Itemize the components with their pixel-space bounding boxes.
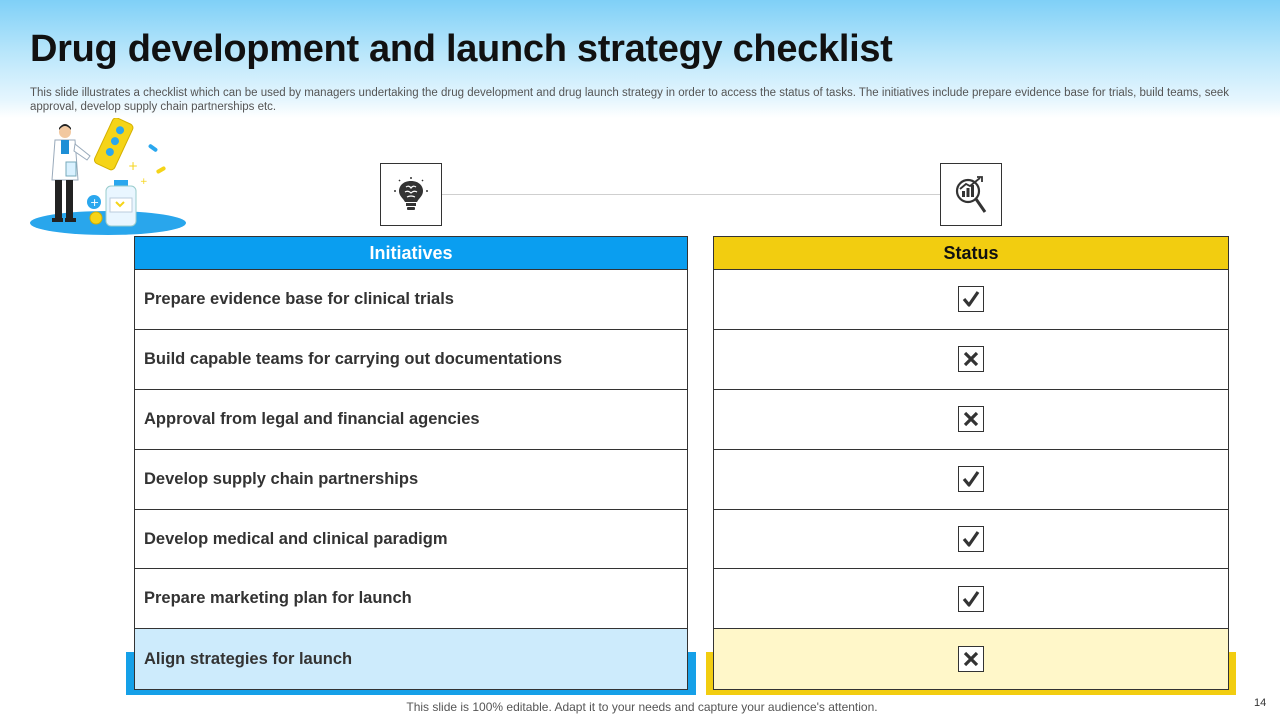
status-row — [714, 450, 1228, 510]
status-table — [713, 236, 1229, 690]
check-icon — [961, 469, 981, 489]
connector-line — [442, 194, 940, 195]
check-icon — [961, 589, 981, 609]
status-mark — [958, 526, 984, 552]
initiative-row: Build capable teams for carrying out documentations — [135, 330, 687, 390]
status-icon-box — [940, 163, 1002, 226]
slide-title: Drug development and launch strategy checklist — [30, 28, 893, 70]
cross-icon — [962, 350, 980, 368]
initiative-row: Develop supply chain partnerships — [135, 450, 687, 510]
status-mark — [958, 406, 984, 432]
status-row — [714, 270, 1228, 330]
check-icon — [961, 529, 981, 549]
status-row — [714, 390, 1228, 450]
initiative-row: Align strategies for launch — [135, 629, 687, 689]
status-mark — [958, 286, 984, 312]
initiatives-header: Initiatives — [135, 237, 687, 270]
status-row — [714, 629, 1228, 689]
initiatives-table — [134, 236, 688, 690]
doctor-illustration — [28, 118, 188, 238]
brain-lightbulb-icon — [394, 177, 428, 213]
initiative-row: Develop medical and clinical paradigm — [135, 510, 687, 570]
status-row — [714, 510, 1228, 570]
initiatives-icon-box — [380, 163, 442, 226]
svg-text:+: + — [140, 177, 148, 187]
status-mark — [958, 646, 984, 672]
status-row — [714, 330, 1228, 390]
cross-icon — [962, 410, 980, 428]
status-mark — [958, 346, 984, 372]
svg-text:+: + — [128, 159, 139, 173]
status-header: Status — [714, 237, 1228, 270]
status-mark — [958, 586, 984, 612]
footer-text: This slide is 100% editable. Adapt it to your needs and capture your audience's attention. — [406, 700, 878, 714]
check-icon — [961, 289, 981, 309]
cross-icon — [962, 650, 980, 668]
status-row — [714, 569, 1228, 629]
initiative-row: Prepare evidence base for clinical trials — [135, 270, 687, 330]
initiative-row: Approval from legal and financial agencies — [135, 390, 687, 450]
status-mark — [958, 466, 984, 492]
page-number: 14 — [1254, 697, 1267, 709]
slide-subtitle: This slide illustrates a checklist which can be used by managers undertaking the drug development and drug launch strategy in order to access the status of tasks. The initiatives include prepare evidence base for trials, build teams, seek approval, develop supply chain partnerships etc. — [30, 87, 1229, 113]
svg-text:+: + — [90, 196, 100, 209]
initiative-row: Prepare marketing plan for launch — [135, 569, 687, 629]
chart-magnifier-icon — [953, 176, 989, 214]
